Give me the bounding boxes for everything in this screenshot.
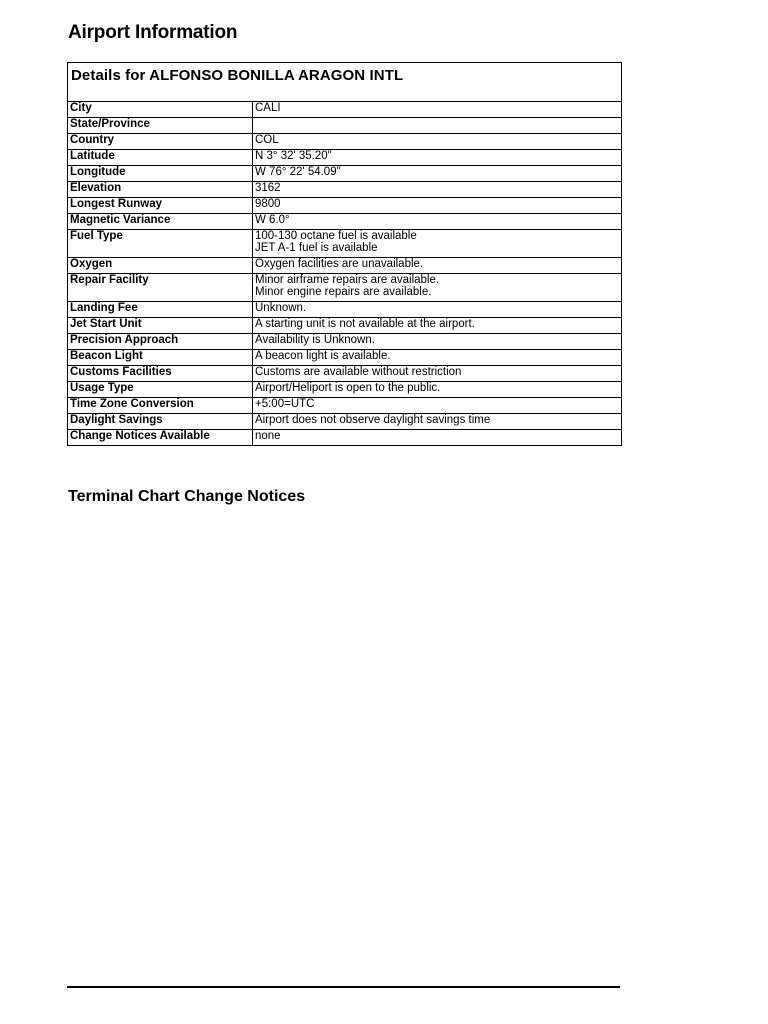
row-value-line: A starting unit is not available at the airport. [255, 318, 475, 330]
row-label: Country [68, 134, 253, 150]
row-value [253, 414, 622, 430]
row-label: Usage Type [68, 382, 253, 398]
row-label: Latitude [68, 150, 253, 166]
row-value [253, 302, 622, 318]
details-heading: Details for ALFONSO BONILLA ARAGON INTL [71, 67, 404, 84]
airport-details-panel [67, 62, 622, 446]
table-row [68, 182, 621, 198]
row-value [253, 258, 622, 274]
change-notices-heading: Terminal Chart Change Notices [68, 488, 306, 505]
row-value-line: W 76° 22' 54.09" [255, 166, 341, 178]
row-value [253, 230, 622, 258]
row-value-line: Minor airframe repairs are available. [255, 274, 440, 286]
row-value [253, 318, 622, 334]
row-value-line: Airport/Heliport is open to the public. [255, 382, 441, 394]
page-title: Airport Information [68, 22, 238, 43]
row-value [253, 118, 622, 134]
row-value [253, 182, 622, 198]
row-label: City [68, 102, 253, 118]
row-value [253, 214, 622, 230]
row-label: Longitude [68, 166, 253, 182]
row-value [253, 382, 622, 398]
row-label: Fuel Type [68, 230, 253, 258]
table-row [68, 150, 621, 166]
row-label: Customs Facilities [68, 366, 253, 382]
table-row [68, 350, 621, 366]
table-row [68, 318, 621, 334]
row-value [253, 166, 622, 182]
row-label: Time Zone Conversion [68, 398, 253, 414]
row-label: Change Notices Available [68, 430, 253, 446]
row-label: Repair Facility [68, 274, 253, 302]
row-label: Longest Runway [68, 198, 253, 214]
row-value-line: Minor engine repairs are available. [255, 286, 432, 298]
table-row [68, 102, 621, 118]
row-label: Precision Approach [68, 334, 253, 350]
row-label: Landing Fee [68, 302, 253, 318]
row-value-line: 9800 [255, 198, 281, 210]
table-row [68, 274, 621, 302]
row-value-line: 100-130 octane fuel is available [255, 230, 417, 242]
table-row [68, 334, 621, 350]
row-value [253, 198, 622, 214]
table-row [68, 134, 621, 150]
table-row [68, 166, 621, 182]
row-value [253, 102, 622, 118]
row-value-line: 3162 [255, 182, 281, 194]
row-label: Daylight Savings [68, 414, 253, 430]
row-value-line: Unknown. [255, 302, 307, 314]
table-row [68, 198, 621, 214]
row-value-line: Oxygen facilities are unavailable. [255, 258, 424, 270]
airport-info-table [68, 101, 621, 446]
table-row [68, 230, 621, 258]
row-value [253, 150, 622, 166]
row-value-line: CALI [255, 102, 281, 114]
row-value-line: COL [255, 134, 279, 146]
row-label: State/Province [68, 118, 253, 134]
row-value [253, 350, 622, 366]
airport-info-table-body [68, 102, 621, 446]
table-row [68, 382, 621, 398]
table-row [68, 214, 621, 230]
row-value-line: A beacon light is available. [255, 350, 391, 362]
table-row [68, 430, 621, 446]
row-value-line: +5:00=UTC [255, 398, 315, 410]
row-value [253, 134, 622, 150]
row-label: Oxygen [68, 258, 253, 274]
row-value [253, 366, 622, 382]
row-value-line: Availability is Unknown. [255, 334, 375, 346]
table-row [68, 366, 621, 382]
table-row [68, 398, 621, 414]
row-label: Elevation [68, 182, 253, 198]
row-value [253, 398, 622, 414]
row-value-line: N 3° 32' 35.20" [255, 150, 332, 162]
footer-divider [67, 986, 620, 988]
row-value [253, 334, 622, 350]
row-label: Beacon Light [68, 350, 253, 366]
row-label: Magnetic Variance [68, 214, 253, 230]
table-row [68, 258, 621, 274]
row-value-line: none [255, 430, 281, 442]
table-row [68, 414, 621, 430]
row-value-line: Airport does not observe daylight savings time [255, 414, 491, 426]
row-value [253, 430, 622, 446]
row-value-line: JET A-1 fuel is available [255, 242, 378, 254]
table-row [68, 302, 621, 318]
row-label: Jet Start Unit [68, 318, 253, 334]
table-row [68, 118, 621, 134]
row-value [253, 274, 622, 302]
row-value-line: W 6.0° [255, 214, 290, 226]
row-value-line: Customs are available without restriction [255, 366, 462, 378]
